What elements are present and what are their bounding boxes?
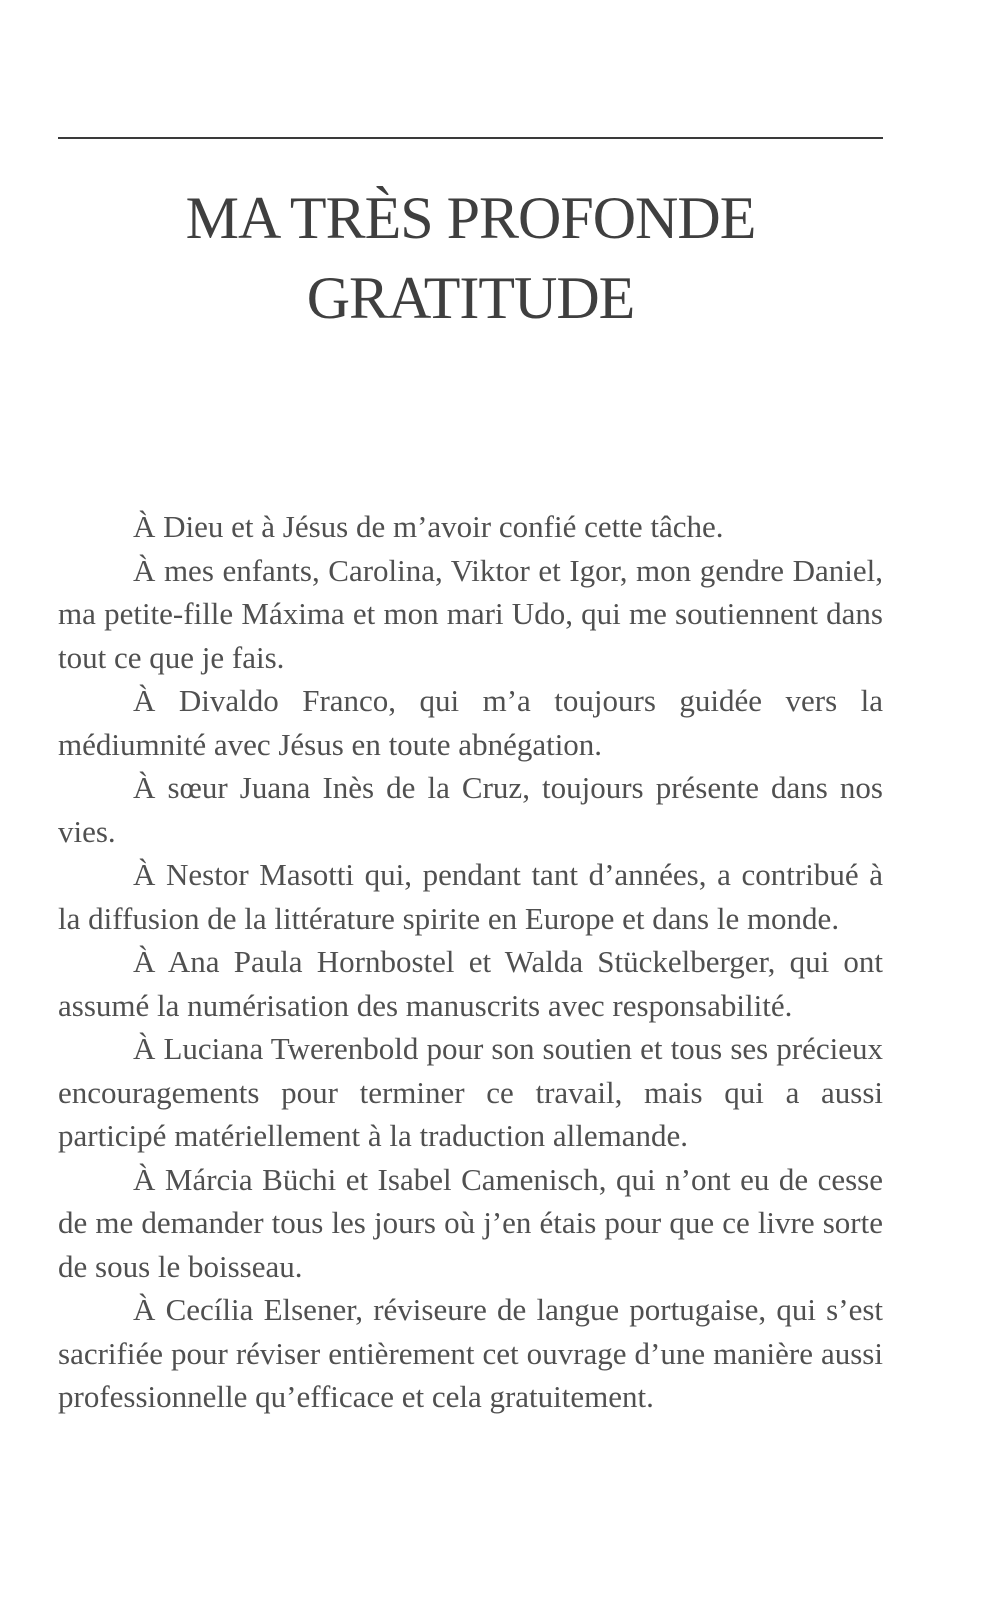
paragraph-9: À Cecília Elsener, réviseure de langue portugaise, qui s’est sacrifiée pour réviser entièrement cet ouvrage d’une manière aussi professionnelle qu’efficace et cela gratuitement. xyxy=(58,1292,883,1414)
page-title xyxy=(58,178,883,338)
paragraph-3: À Divaldo Franco, qui m’a toujours guidée vers la médiumnité avec Jésus en toute abnégation. xyxy=(58,683,883,762)
paragraph-1: À Dieu et à Jésus de m’avoir confié cette tâche. xyxy=(133,509,724,544)
title-line-1: MA TRÈS PROFONDE xyxy=(185,185,756,251)
paragraph-8: À Márcia Büchi et Isabel Camenisch, qui n’ont eu de cesse de me demander tous les jours où j’en étais pour que ce livre sorte de sous le boisseau. xyxy=(58,1161,883,1284)
paragraph-6: À Ana Paula Hornbostel et Walda Stückelberger, qui ont assumé la numérisation des manuscrits avec responsabilité. xyxy=(58,944,883,1023)
acknowledgements-text xyxy=(58,505,883,1419)
paragraph-7: À Luciana Twerenbold pour son soutien et tous ses précieux encouragements pour terminer ce travail, mais qui a aussi participé matériellement à la traduction allemande. xyxy=(58,1031,883,1153)
paragraph-4: À sœur Juana Inès de la Cruz, toujours présente dans nos vies. xyxy=(58,770,883,849)
paragraph-5: À Nestor Masotti qui, pendant tant d’années, a contribué à la diffusion de la littérature spirite en Europe et dans le monde. xyxy=(58,857,883,936)
paragraph-2: À mes enfants, Carolina, Viktor et Igor, mon gendre Daniel, ma petite-fille Máxima et mon mari Udo, qui me soutiennent dans tout ce que je fais. xyxy=(58,552,883,675)
top-rule xyxy=(58,137,883,139)
title-line-2: GRATITUDE xyxy=(306,265,635,331)
